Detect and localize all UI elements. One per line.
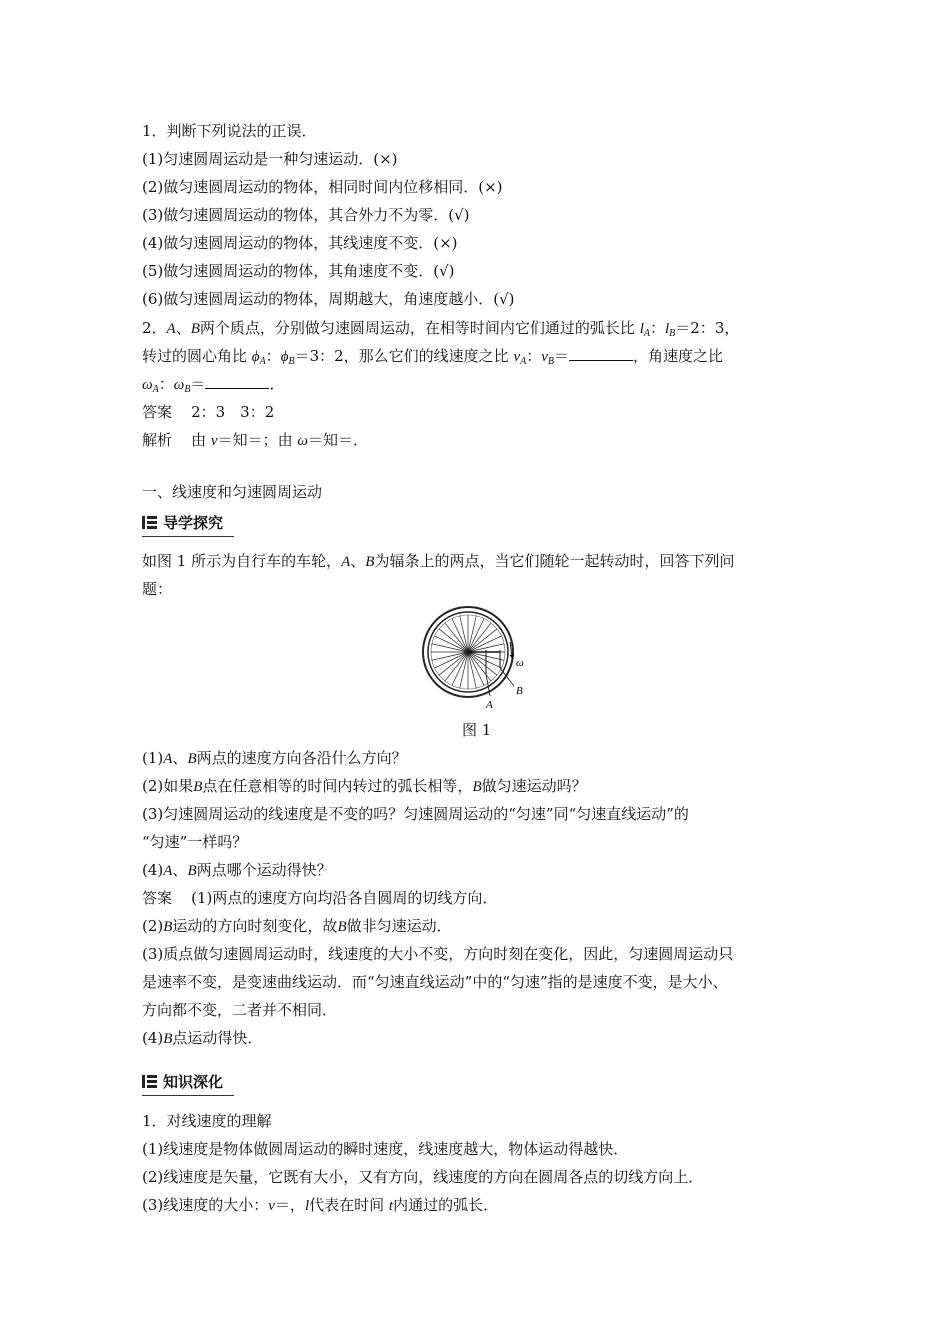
q1-item-6: (6)做匀速圆周运动的物体，周期越大，角速度越小．(√) xyxy=(142,290,515,308)
q2-answer: 答案 2：3 3：2 xyxy=(142,403,275,421)
q1-item-3: (3)做匀速圆周运动的物体，其合外力不为零．(√) xyxy=(142,206,470,224)
question-3-line-2: “匀速”一样吗？ xyxy=(142,833,248,851)
intro-line-2: 题： xyxy=(142,580,173,598)
q1-item-4: (4)做匀速圆周运动的物体，其线速度不变．(×) xyxy=(142,234,458,252)
list-header-icon xyxy=(142,1075,157,1088)
bicycle-wheel-figure xyxy=(416,606,536,712)
knowledge-point-2: (2)线速度是矢量，它既有大小，又有方向，线速度的方向在圆周各点的切线方向上． xyxy=(142,1168,704,1186)
list-header-icon xyxy=(142,516,157,529)
q2-analysis: 解析 由 v＝知＝；由 ω＝知＝． xyxy=(142,431,368,449)
knowledge-title: 1．对线速度的理解 xyxy=(142,1112,272,1130)
label-a: A xyxy=(486,699,493,711)
question-2: (2)如果B点在任意相等的时间内转过的弧长相等，B做匀速运动吗？ xyxy=(142,777,587,795)
section-title-linear-velocity: 一、线速度和匀速圆周运动 xyxy=(142,483,323,501)
figure-caption: 图 1 xyxy=(462,721,492,739)
q2-line-3: $\omega_A$：$\omega_B=$ ． xyxy=(142,375,285,395)
answer-3-line-1: (3)质点做匀速圆周运动时，线速度的大小不变，方向时刻在变化，因此，匀速圆周运动只 xyxy=(142,945,734,963)
label-omega: ω xyxy=(516,657,524,669)
answer-4: (4)B点运动得快． xyxy=(142,1029,263,1047)
intro-line-1: 如图 1 所示为自行车的车轮，A、B为辐条上的两点，当它们随轮一起转动时，回答下列问 xyxy=(142,552,735,570)
section-header-knowledge-deepening: 知识深化 xyxy=(142,1071,234,1096)
section-header-guided-inquiry: 导学探究 xyxy=(142,512,234,537)
q1-title: 1．判断下列说法的正误． xyxy=(142,122,317,140)
q1-item-1: (1)匀速圆周运动是一种匀速运动．(×) xyxy=(142,150,398,168)
q2-line-1: 2．A、B两个质点，分别做匀速圆周运动，在相等时间内它们通过的弧长比 $l_A$：$l_B=2$：3， xyxy=(142,319,740,339)
answer-blank-1[interactable] xyxy=(569,348,633,361)
q2-line-2: 转过的圆心角比 $\phi_A$：$\phi_B=3$：2，那么它们的线速度之比 $v_A$：$v_B=$ ，角速度之比 xyxy=(142,347,724,367)
q1-item-2: (2)做匀速圆周运动的物体，相同时间内位移相同．(×) xyxy=(142,178,503,196)
answer-2: (2)B运动的方向时刻变化，故B做非匀速运动． xyxy=(142,917,452,935)
answer-3-line-2: 是速率不变，是变速曲线运动．而“匀速直线运动”中的“匀速”指的是速度不变，是大小、 xyxy=(142,973,728,991)
answer-1: 答案 (1)两点的速度方向均沿各自圆周的切线方向． xyxy=(142,889,498,907)
question-3-line-1: (3)匀速圆周运动的线速度是不变的吗？匀速圆周运动的“匀速”同“匀速直线运动”的 xyxy=(142,805,689,823)
knowledge-point-1: (1)线速度是物体做圆周运动的瞬时速度，线速度越大，物体运动得越快． xyxy=(142,1140,629,1158)
question-1: (1)A、B两点的速度方向各沿什么方向？ xyxy=(142,749,407,767)
q1-item-5: (5)做匀速圆周运动的物体，其角速度不变．(√) xyxy=(142,262,455,280)
label-b: B xyxy=(516,685,523,697)
point-b-pointer xyxy=(500,668,514,686)
question-4: (4)A、B两点哪个运动得快？ xyxy=(142,861,332,879)
knowledge-point-3: (3)线速度的大小：v＝，l代表在时间 t内通过的弧长． xyxy=(142,1196,499,1214)
answer-3-line-3: 方向都不变，二者并不相同． xyxy=(142,1001,338,1019)
answer-blank-2[interactable] xyxy=(205,376,269,389)
